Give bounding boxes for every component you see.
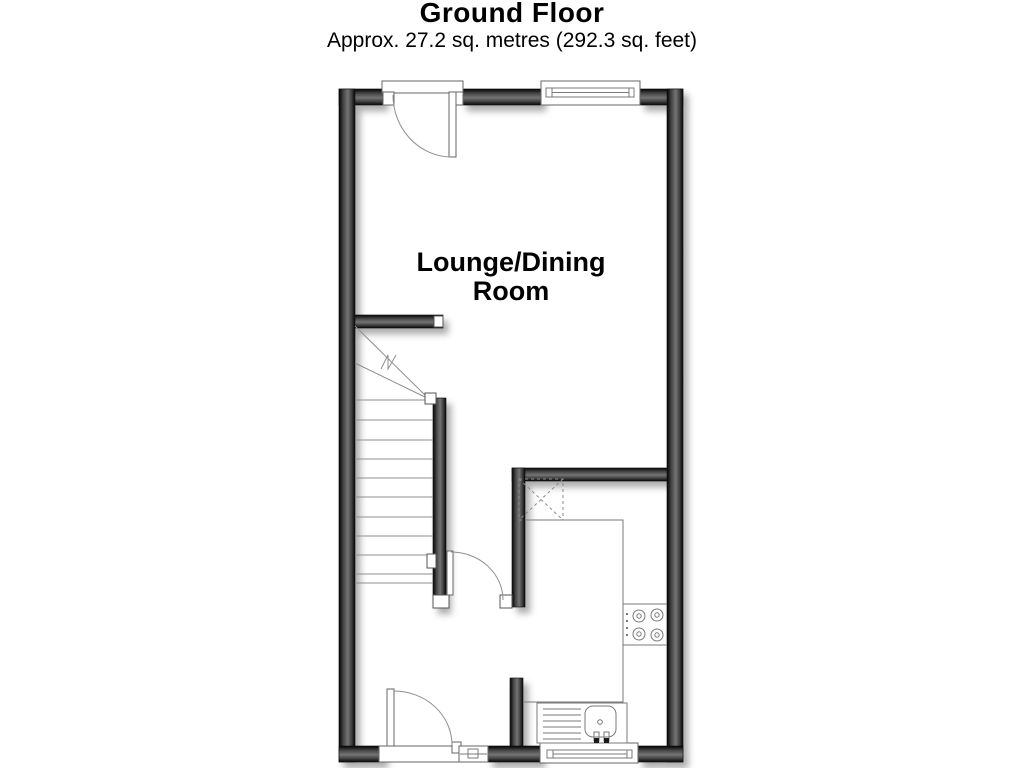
door-leaf: [449, 92, 456, 157]
door-leaf: [387, 689, 394, 746]
kitchen-fixtures: [519, 479, 667, 743]
kitchen-door-right-jamb: [500, 595, 512, 608]
wall-left: [339, 89, 355, 762]
burner: [633, 610, 645, 622]
door-threshold: [379, 746, 460, 762]
top-window: [541, 81, 640, 105]
stair-treads: [355, 400, 433, 583]
counter-edge: [523, 520, 623, 702]
door-swing-arc: [394, 691, 452, 745]
page-subtitle: Approx. 27.2 sq. metres (292.3 sq. feet): [326, 29, 698, 52]
door-lintel: [382, 81, 463, 93]
bottom-entrance-door: [379, 689, 461, 762]
sink-icon: [537, 703, 627, 743]
burner: [651, 629, 663, 641]
top-entrance-door: [382, 81, 463, 157]
stair-newel-post: [425, 393, 436, 404]
page-title: Ground Floor: [419, 0, 605, 28]
room-label-line2: Room: [472, 276, 550, 306]
burner: [633, 628, 645, 640]
stub-wall-end-cap: [434, 316, 443, 327]
wall-bottom-left-segment: [339, 746, 383, 762]
kitchen-top-wall: [512, 468, 667, 481]
tap-tip: [604, 738, 609, 743]
door-jamb-left: [383, 92, 394, 105]
wall-bottom-mid-segment: [488, 746, 540, 762]
door-swing-arc: [393, 95, 450, 157]
wall-top-mid-segment: [462, 89, 541, 105]
hob-control-dot: [626, 627, 628, 629]
hob-icon: [623, 604, 667, 645]
room-label: [339, 248, 683, 306]
kitchen-bottom-stub-wall: [510, 678, 523, 746]
door-swing-arc: [451, 552, 503, 600]
burner: [651, 609, 663, 621]
tap-tip: [594, 738, 599, 743]
hob-control-dot: [626, 634, 628, 636]
dashed-storage-box: [519, 479, 563, 520]
stair-wall-notch: [427, 554, 436, 568]
wall-bottom-right-segment: [638, 746, 683, 762]
kitchen-left-wall: [512, 468, 525, 607]
hob-control-dot: [626, 613, 628, 615]
door-leaf: [447, 551, 453, 595]
internal-kitchen-door: [447, 551, 503, 600]
stair-break-line-icon: [381, 355, 396, 369]
exterior-walls: [339, 89, 683, 762]
staircase-icon: [355, 326, 433, 583]
bottom-large-window: [540, 743, 638, 763]
walls: [339, 89, 683, 762]
bottom-small-window: [459, 746, 488, 762]
stair-side-wall: [433, 398, 446, 608]
wall-right: [667, 89, 683, 762]
hob-control-dot: [626, 620, 628, 622]
kitchen-door-left-jamb: [433, 595, 449, 608]
stair-stub-wall: [355, 315, 443, 328]
room-label-line1: Lounge/Dining: [416, 247, 606, 277]
interior-walls: [355, 315, 667, 746]
